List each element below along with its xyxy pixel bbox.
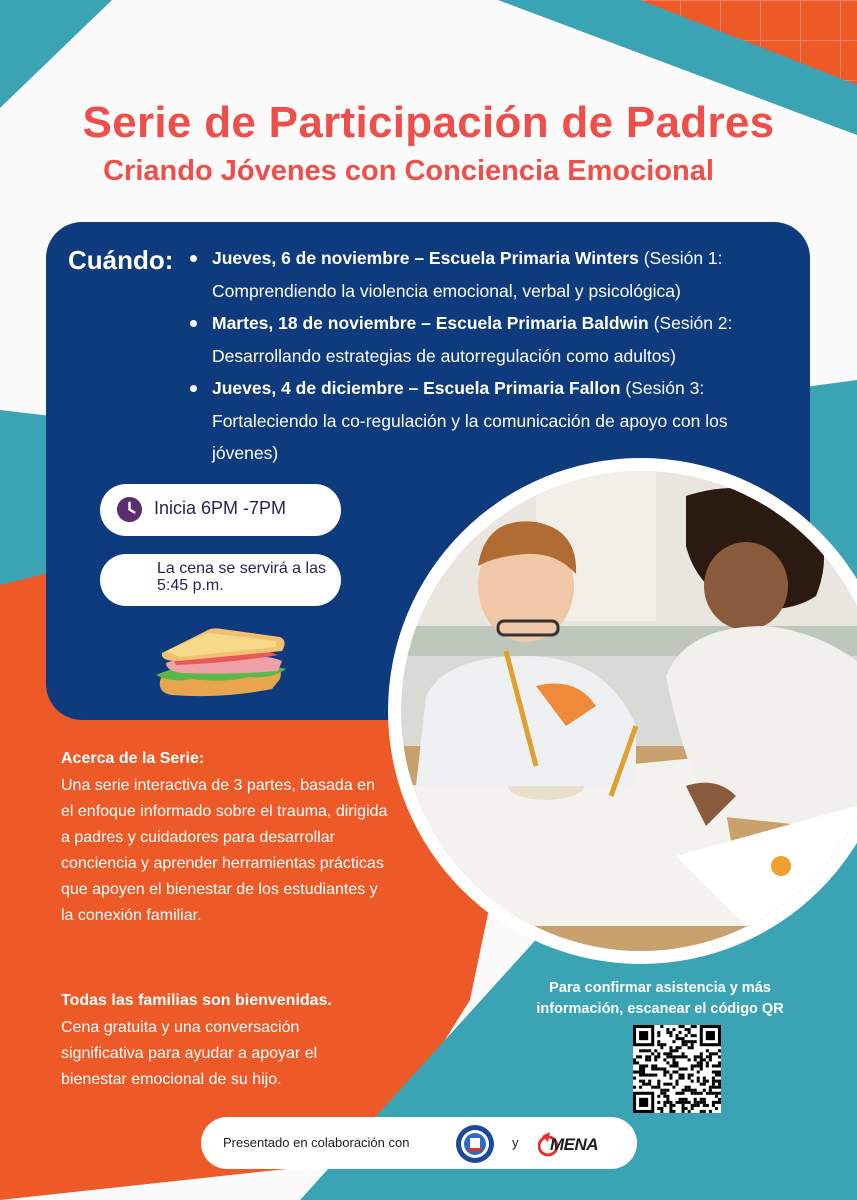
classroom-photo xyxy=(386,456,857,966)
dinner-text: La cena se servirá a las 5:45 p.m. xyxy=(157,560,326,594)
session-list xyxy=(190,242,780,470)
session-item xyxy=(190,307,780,372)
session-item xyxy=(190,372,780,470)
session-details: (Sesión 3: Fortaleciendo la co-regulación y la comunicación de apoyo con los jóvenes) xyxy=(212,378,728,463)
session-details: (Sesión 1: Comprendiendo la violencia emocional, verbal y psicológica) xyxy=(212,248,723,301)
clock-icon xyxy=(116,496,143,523)
session-details: (Sesión 2: Desarrollando estrategias de autorregulación como adultos) xyxy=(212,313,733,366)
bullet-icon xyxy=(190,385,197,392)
page-subtitle: Criando Jóvenes con Conciencia Emocional xyxy=(103,155,714,187)
school-district-seal-icon xyxy=(455,1124,495,1164)
welcome-title: Todas las familias son bienvenidas. xyxy=(61,992,332,1009)
omena-logo-text: MENA xyxy=(550,1135,599,1154)
session-item xyxy=(190,242,780,307)
footer-and-text: y xyxy=(512,1135,519,1150)
qr-code-icon[interactable] xyxy=(633,1025,721,1113)
rsvp-text: Para confirmar asistencia y más información, escanear el código QR xyxy=(536,980,784,1017)
footer-presented-text: Presentado en colaboración con xyxy=(223,1135,410,1150)
welcome-text: Cena gratuita y una conversación significativa para ayudar a apoyar el bienestar emocional de su hijo. xyxy=(61,1019,318,1088)
about-text: Una serie interactiva de 3 partes, basada en el enfoque informado sobre el trauma, dirigida a padres y cuidadores para desarrollar conciencia y aprender herramientas prácticas que apoyen el bienestar de los estudiantes y la conexión familiar. xyxy=(61,777,388,924)
session-date-location: Jueves, 6 de noviembre – Escuela Primaria Winters xyxy=(212,248,639,268)
bullet-icon xyxy=(190,320,197,327)
bullet-icon xyxy=(190,255,197,262)
time-text: Inicia 6PM -7PM xyxy=(154,498,287,518)
when-label: Cuándo: xyxy=(68,245,174,275)
about-title: Acerca de la Serie: xyxy=(61,750,205,767)
page-title: Serie de Participación de Padres xyxy=(82,98,775,147)
session-date-location: Martes, 18 de noviembre – Escuela Primaria Baldwin xyxy=(212,313,649,333)
sandwich-icon xyxy=(152,623,290,705)
session-date-location: Jueves, 4 de diciembre – Escuela Primaria Fallon xyxy=(212,378,621,398)
